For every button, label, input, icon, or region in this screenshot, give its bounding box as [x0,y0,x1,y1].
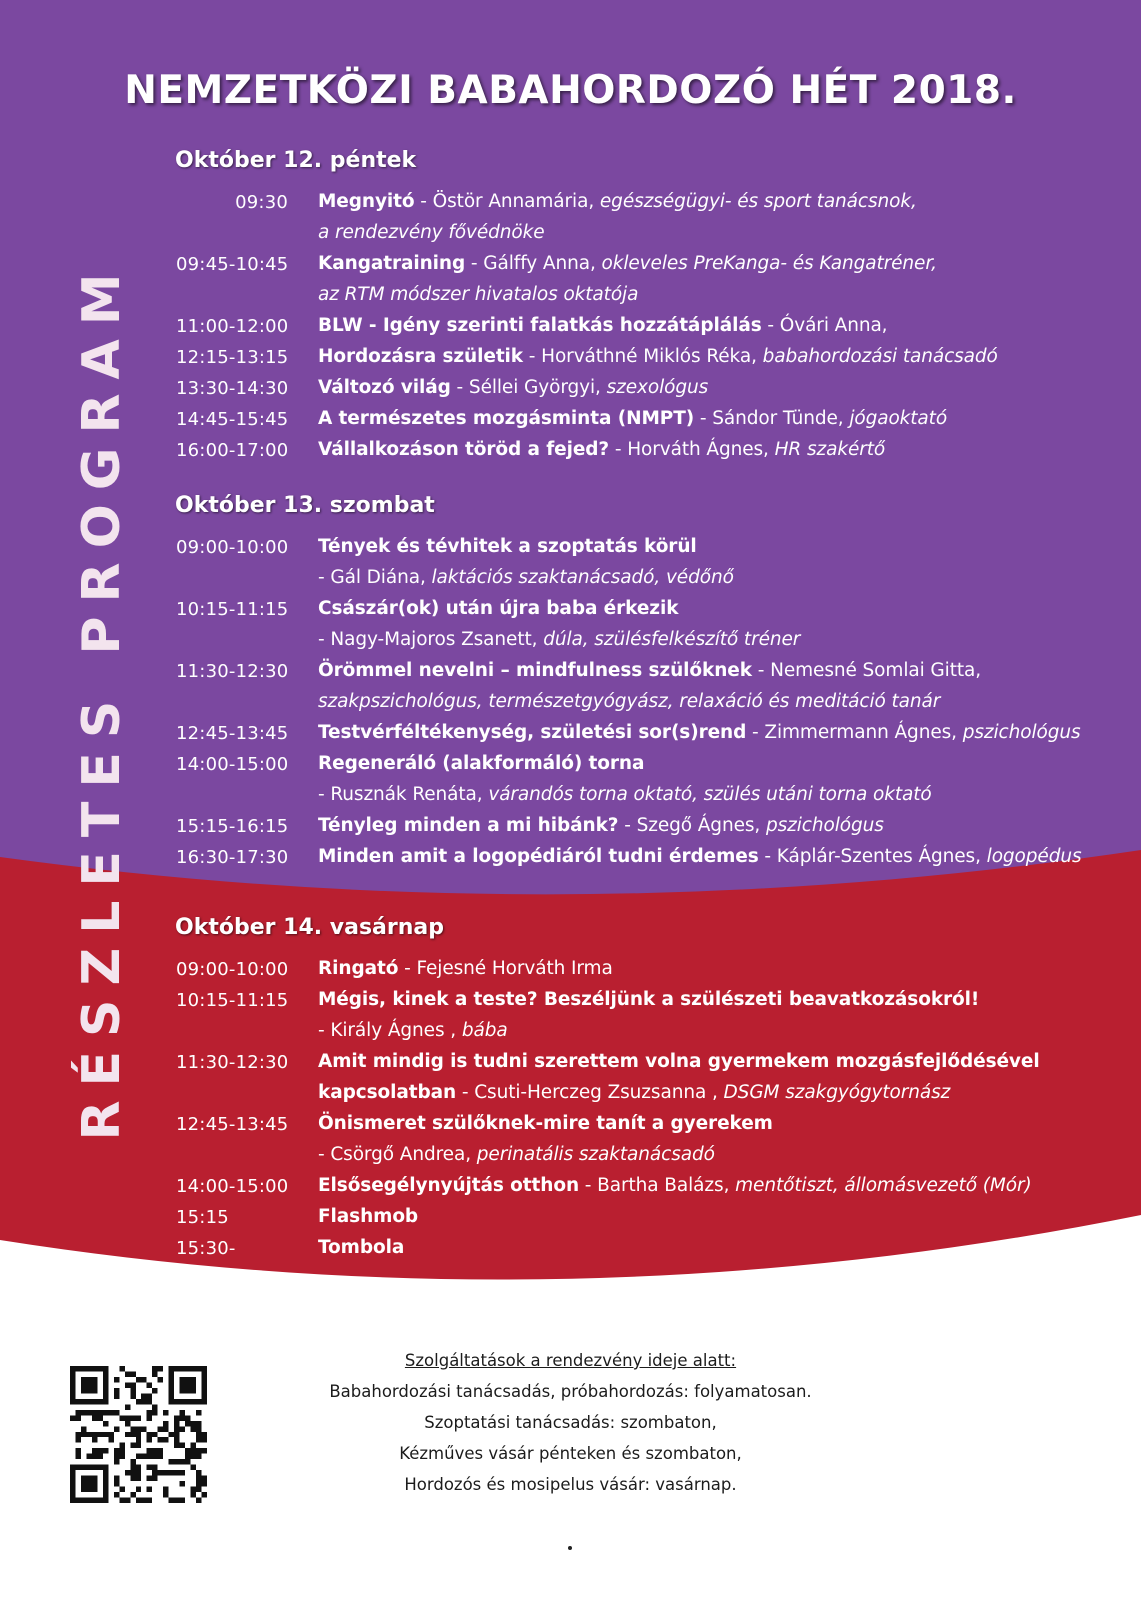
schedule-list [0,533,1141,874]
session-title: Elsősegélynyújtás otthon [318,1175,580,1196]
schedule-row [0,312,1141,343]
time-slot: 11:30-12:30 [176,661,289,682]
session-title: Változó világ [318,377,451,398]
speaker-name: Fejesné Horváth Irma [416,958,613,979]
session-text: - Rusznák Renáta, várandós torna oktató, szülés utáni torna oktató [318,784,932,805]
session-text [318,1113,773,1134]
speaker-role: mentőtiszt, állomásvezető (Mór) [735,1175,1032,1196]
time-slot: 10:15-11:15 [176,990,289,1011]
speaker-role: pszichológus [765,815,884,836]
schedule-row [0,1017,1141,1048]
session-text [318,691,940,712]
session-text: Elsősegélynyújtás otthon - Bartha Balázs, mentőtiszt, állomásvezető (Mór) [318,1175,1032,1196]
speaker-name: Horváthné Miklós Réka [541,346,752,367]
time-slot: 10:15-11:15 [176,599,289,620]
speaker-name: Gál Diána [330,567,420,588]
session-text: Minden amit a logopédiáról tudni érdemes - Káplár-Szentes Ágnes, logopédus [318,846,1082,867]
time-slot: 09:00-10:00 [176,537,289,558]
session-text [318,598,678,619]
time-slot: 16:30-17:30 [176,847,289,868]
speaker-name: Bartha Balázs [597,1175,724,1196]
speaker-role: babahordozási tanácsadó [762,346,998,367]
session-title: Minden amit a logopédiáról tudni érdemes [318,846,759,867]
session-title: kapcsolatban [318,1082,457,1103]
schedule-row [0,750,1141,781]
session-title: Mégis, kinek a teste? Beszéljünk a szülészeti beavatkozásokról! [318,989,980,1010]
speaker-name: Nemesné Somlai Gitta, [770,660,982,681]
speaker-name: Nagy-Majoros Zsanett [330,629,532,650]
schedule-row [0,719,1141,750]
session-title: Ringató [318,958,399,979]
time-slot: 15:30- [176,1238,236,1259]
schedule-row [0,1234,1141,1265]
time-slot: 11:30-12:30 [176,1052,289,1073]
schedule-row [0,1110,1141,1141]
schedule-row [0,436,1141,467]
schedule-list [0,188,1141,467]
service-line: Babahordozási tanácsadás, próbahordozás: folyamatosan. [329,1382,812,1401]
speaker-role: logopédus [986,846,1082,867]
time-slot: 15:15-16:15 [176,816,289,837]
session-text: Változó világ - Séllei Györgyi, szexológus [318,377,709,398]
schedule-row [0,595,1141,626]
schedule-row [0,843,1141,874]
speaker-name: Sándor Tünde [712,408,838,429]
speaker-role: HR szakértő [774,439,886,460]
speaker-role: jógaoktató [849,408,948,429]
speaker-name: Östör Annamária [432,191,589,212]
speaker-role: az RTM módszer hivatalos oktatója [318,284,639,305]
session-text: A természetes mozgásminta (NMPT) - Sándor Tünde, jógaoktató [318,408,948,429]
schedule-row [0,219,1141,250]
schedule-row [0,281,1141,312]
session-text [318,989,979,1010]
speaker-name: Káplár-Szentes Ágnes [776,846,976,867]
time-slot: 11:00-12:00 [176,316,289,337]
session-text: Vállalkozáson töröd a fejed? - Horváth Ágnes, HR szakértő [318,439,886,460]
time-slot: 12:45-13:45 [176,1114,289,1135]
schedule-row [0,374,1141,405]
session-title: Regeneráló (alakformáló) torna [318,753,645,774]
session-text: Örömmel nevelni – mindfulness szülőknek - Nemesné Somlai Gitta, [318,660,982,681]
time-slot: 09:45-10:45 [176,254,289,275]
session-text: Megnyitó - Östör Annamária, egészségügyi- és sport tanácsnok, [318,191,917,212]
schedule-row [0,657,1141,688]
time-slot: 09:00-10:00 [176,959,289,980]
time-slot: 09:30 [235,192,288,213]
session-text: - Gál Diána, laktációs szaktanácsadó, védőnő [318,567,734,588]
speaker-role: laktációs szaktanácsadó, védőnő [431,567,734,588]
schedule-row [0,188,1141,219]
session-text: BLW - Igény szerinti falatkás hozzátáplálás - Óvári Anna, [318,315,888,336]
schedule-row [0,986,1141,1017]
speaker-name: Gálffy Anna [483,253,590,274]
speaker-name: Csuti-Herczeg Zsuzsanna [474,1082,712,1103]
session-title: BLW - Igény szerinti falatkás hozzátáplálás [318,315,762,336]
session-title: A természetes mozgásminta (NMPT) [318,408,695,429]
schedule-row [0,1172,1141,1203]
speaker-role: okleveles PreKanga- és Kangatréner, [601,253,937,274]
speaker-role: bába [461,1020,508,1041]
time-slot: 13:30-14:30 [176,378,289,399]
service-line: Szoptatási tanácsadás: szombaton, [424,1413,717,1432]
speaker-name: Szegő Ágnes [636,815,755,836]
qr-code-icon [70,1366,207,1503]
service-line: Kézműves vásár pénteken és szombaton, [399,1444,742,1463]
session-text [318,1051,1040,1072]
session-text [318,536,697,557]
schedule-list [0,955,1141,1265]
session-text: Tényleg minden a mi hibánk? - Szegő Ágnes, pszichológus [318,815,884,836]
time-slot: 14:45-15:45 [176,409,289,430]
schedule-row [0,564,1141,595]
speaker-role: pszichológus [962,722,1081,743]
schedule-row [0,1203,1141,1234]
schedule-row [0,781,1141,812]
vertical-label: RÉSZLETES PROGRAM [72,259,132,1141]
dot-mark [568,1546,572,1550]
schedule-row [0,955,1141,986]
schedule-row [0,688,1141,719]
schedule-row [0,1048,1141,1079]
session-text [318,1237,404,1258]
day-title: Október 12. péntek [175,148,417,173]
time-slot: 16:00-17:00 [176,440,289,461]
page-title: NEMZETKÖZI BABAHORDOZÓ HÉT 2018. [124,68,1017,113]
session-text [318,222,545,243]
speaker-role: szakpszichológus, természetgyógyász, relaxáció és meditáció tanár [318,691,941,712]
speaker-role: szexológus [606,377,709,398]
session-title: Tények és tévhitek a szoptatás körül [318,536,697,557]
speaker-name: Csörgő Andrea [330,1144,466,1165]
session-text [318,284,638,305]
schedule-row [0,405,1141,436]
schedule-row [0,533,1141,564]
schedule-row [0,343,1141,374]
session-title: Megnyitó [318,191,415,212]
session-title: Flashmob [318,1206,419,1227]
speaker-role: dúla, szülésfelkészítő tréner [543,629,801,650]
session-text: - Nagy-Majoros Zsanett, dúla, szülésfelkészítő tréner [318,629,801,650]
session-title: Testvérféltékenység, születési sor(s)rend [318,722,747,743]
session-text [318,1206,418,1227]
session-title: Kangatraining [318,253,466,274]
time-slot: 12:45-13:45 [176,723,289,744]
services-heading: Szolgáltatások a rendezvény ideje alatt: [404,1351,737,1370]
session-title: Amit mindig is tudni szerettem volna gyermekem mozgásfejlődésével [318,1051,1040,1072]
day-title: Október 13. szombat [175,493,435,518]
session-text [318,753,644,774]
schedule-row [0,1141,1141,1172]
time-slot: 12:15-13:15 [176,347,289,368]
speaker-role: DSGM szakgyógytornász [723,1082,951,1103]
speaker-name: Séllei Györgyi [468,377,596,398]
schedule-row [0,1079,1141,1110]
session-title: Önismeret szülőknek-mire tanít a gyerekem [318,1113,773,1134]
time-slot: 14:00-15:00 [176,1176,289,1197]
service-line: Hordozós és mosipelus vásár: vasárnap. [404,1475,737,1494]
time-slot: 14:00-15:00 [176,754,289,775]
session-text: - Király Ágnes , bába [318,1020,508,1041]
speaker-role: a rendezvény fővédnöke [318,222,545,243]
session-text: - Csörgő Andrea, perinatális szaktanácsadó [318,1144,715,1165]
session-title: Örömmel nevelni – mindfulness szülőknek [318,660,752,681]
schedule-row [0,812,1141,843]
session-title: Császár(ok) után újra baba érkezik [318,598,679,619]
speaker-name: Király Ágnes [330,1020,451,1041]
session-text: Ringató - Fejesné Horváth Irma [318,958,613,979]
day-title: Október 14. vasárnap [175,915,445,940]
session-text: kapcsolatban - Csuti-Herczeg Zsuzsanna , DSGM szakgyógytornász [318,1082,951,1103]
session-title: Hordozásra születik [318,346,524,367]
speaker-role: várandós torna oktató, szülés utáni torna oktató [488,784,932,805]
session-text: Kangatraining - Gálffy Anna, okleveles PreKanga- és Kangatréner, [318,253,937,274]
speaker-name: Zimmermann Ágnes [764,722,952,743]
speaker-name: Horváth Ágnes [627,439,764,460]
session-text: Testvérféltékenység, születési sor(s)rend - Zimmermann Ágnes, pszichológus [318,722,1081,743]
speaker-role: perinatális szaktanácsadó [476,1144,715,1165]
time-slot: 15:15 [176,1207,229,1228]
session-text: Hordozásra születik - Horváthné Miklós Réka, babahordozási tanácsadó [318,346,998,367]
session-title: Tombola [318,1237,405,1258]
schedule-row [0,250,1141,281]
session-title: Vállalkozáson töröd a fejed? [318,439,610,460]
session-title: Tényleg minden a mi hibánk? [318,815,619,836]
speaker-name: Óvári Anna, [779,315,888,336]
speaker-role: egészségügyi- és sport tanácsnok, [599,191,917,212]
speaker-name: Rusznák Renáta [330,784,477,805]
schedule-row [0,626,1141,657]
